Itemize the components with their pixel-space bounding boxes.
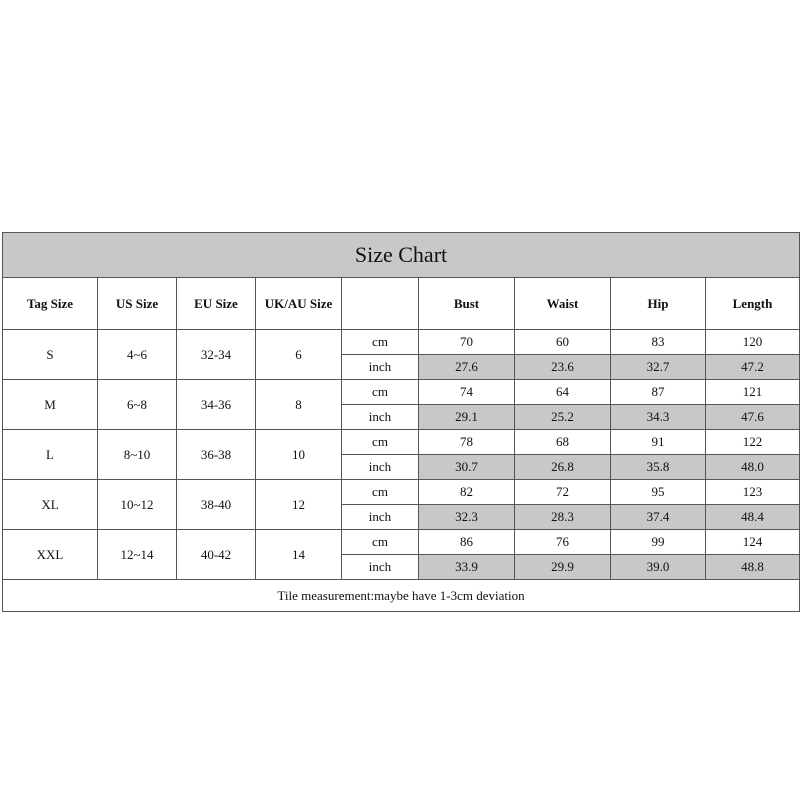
- bust-inch-cell: 33.9: [419, 555, 515, 580]
- header-unit: [342, 278, 419, 330]
- bust-inch-cell: 29.1: [419, 405, 515, 430]
- waist-inch-cell: 26.8: [515, 455, 611, 480]
- hip-cm-cell: 95: [611, 480, 706, 505]
- unit-inch-cell: inch: [342, 505, 419, 530]
- hip-inch-cell: 39.0: [611, 555, 706, 580]
- length-cm-cell: 120: [706, 330, 800, 355]
- hip-inch-cell: 32.7: [611, 355, 706, 380]
- us-size-cell: 4~6: [98, 330, 177, 380]
- eu-size-cell: 32-34: [177, 330, 256, 380]
- hip-cm-cell: 99: [611, 530, 706, 555]
- table-row: [3, 430, 800, 455]
- unit-cm-cell: cm: [342, 480, 419, 505]
- eu-size-cell: 40-42: [177, 530, 256, 580]
- table-row: [3, 530, 800, 555]
- waist-cm-cell: 72: [515, 480, 611, 505]
- tag-size-cell: M: [3, 380, 98, 430]
- header-waist: Waist: [515, 278, 611, 330]
- unit-cm-cell: cm: [342, 380, 419, 405]
- header-length: Length: [706, 278, 800, 330]
- header-uk-au-size: UK/AU Size: [256, 278, 342, 330]
- bust-cm-cell: 82: [419, 480, 515, 505]
- bust-cm-cell: 70: [419, 330, 515, 355]
- bust-cm-cell: 86: [419, 530, 515, 555]
- unit-inch-cell: inch: [342, 455, 419, 480]
- length-cm-cell: 124: [706, 530, 800, 555]
- length-inch-cell: 48.4: [706, 505, 800, 530]
- chart-title: Size Chart: [3, 233, 800, 278]
- length-inch-cell: 48.0: [706, 455, 800, 480]
- unit-cm-cell: cm: [342, 430, 419, 455]
- tag-size-cell: XXL: [3, 530, 98, 580]
- waist-inch-cell: 23.6: [515, 355, 611, 380]
- tag-size-cell: S: [3, 330, 98, 380]
- bust-inch-cell: 27.6: [419, 355, 515, 380]
- tag-size-cell: XL: [3, 480, 98, 530]
- uk-size-cell: 12: [256, 480, 342, 530]
- length-cm-cell: 121: [706, 380, 800, 405]
- eu-size-cell: 38-40: [177, 480, 256, 530]
- footer-note: Tile measurement:maybe have 1-3cm deviation: [3, 580, 800, 612]
- unit-inch-cell: inch: [342, 405, 419, 430]
- hip-cm-cell: 83: [611, 330, 706, 355]
- length-inch-cell: 48.8: [706, 555, 800, 580]
- bust-cm-cell: 78: [419, 430, 515, 455]
- header-row: [3, 278, 800, 330]
- hip-inch-cell: 35.8: [611, 455, 706, 480]
- waist-cm-cell: 76: [515, 530, 611, 555]
- length-inch-cell: 47.6: [706, 405, 800, 430]
- waist-inch-cell: 29.9: [515, 555, 611, 580]
- header-eu-size: EU Size: [177, 278, 256, 330]
- header-hip: Hip: [611, 278, 706, 330]
- hip-inch-cell: 37.4: [611, 505, 706, 530]
- uk-size-cell: 14: [256, 530, 342, 580]
- waist-cm-cell: 64: [515, 380, 611, 405]
- length-cm-cell: 123: [706, 480, 800, 505]
- bust-inch-cell: 32.3: [419, 505, 515, 530]
- header-us-size: US Size: [98, 278, 177, 330]
- length-cm-cell: 122: [706, 430, 800, 455]
- eu-size-cell: 36-38: [177, 430, 256, 480]
- unit-cm-cell: cm: [342, 330, 419, 355]
- bust-cm-cell: 74: [419, 380, 515, 405]
- hip-cm-cell: 91: [611, 430, 706, 455]
- us-size-cell: 8~10: [98, 430, 177, 480]
- waist-inch-cell: 25.2: [515, 405, 611, 430]
- table-row: [3, 380, 800, 405]
- us-size-cell: 6~8: [98, 380, 177, 430]
- waist-cm-cell: 60: [515, 330, 611, 355]
- uk-size-cell: 6: [256, 330, 342, 380]
- header-tag-size: Tag Size: [3, 278, 98, 330]
- unit-inch-cell: inch: [342, 555, 419, 580]
- us-size-cell: 12~14: [98, 530, 177, 580]
- size-table: [2, 232, 800, 612]
- eu-size-cell: 34-36: [177, 380, 256, 430]
- hip-inch-cell: 34.3: [611, 405, 706, 430]
- uk-size-cell: 8: [256, 380, 342, 430]
- unit-inch-cell: inch: [342, 355, 419, 380]
- waist-inch-cell: 28.3: [515, 505, 611, 530]
- header-bust: Bust: [419, 278, 515, 330]
- table-row: [3, 330, 800, 355]
- uk-size-cell: 10: [256, 430, 342, 480]
- size-chart: [2, 232, 799, 612]
- tag-size-cell: L: [3, 430, 98, 480]
- hip-cm-cell: 87: [611, 380, 706, 405]
- table-row: [3, 480, 800, 505]
- bust-inch-cell: 30.7: [419, 455, 515, 480]
- length-inch-cell: 47.2: [706, 355, 800, 380]
- waist-cm-cell: 68: [515, 430, 611, 455]
- unit-cm-cell: cm: [342, 530, 419, 555]
- us-size-cell: 10~12: [98, 480, 177, 530]
